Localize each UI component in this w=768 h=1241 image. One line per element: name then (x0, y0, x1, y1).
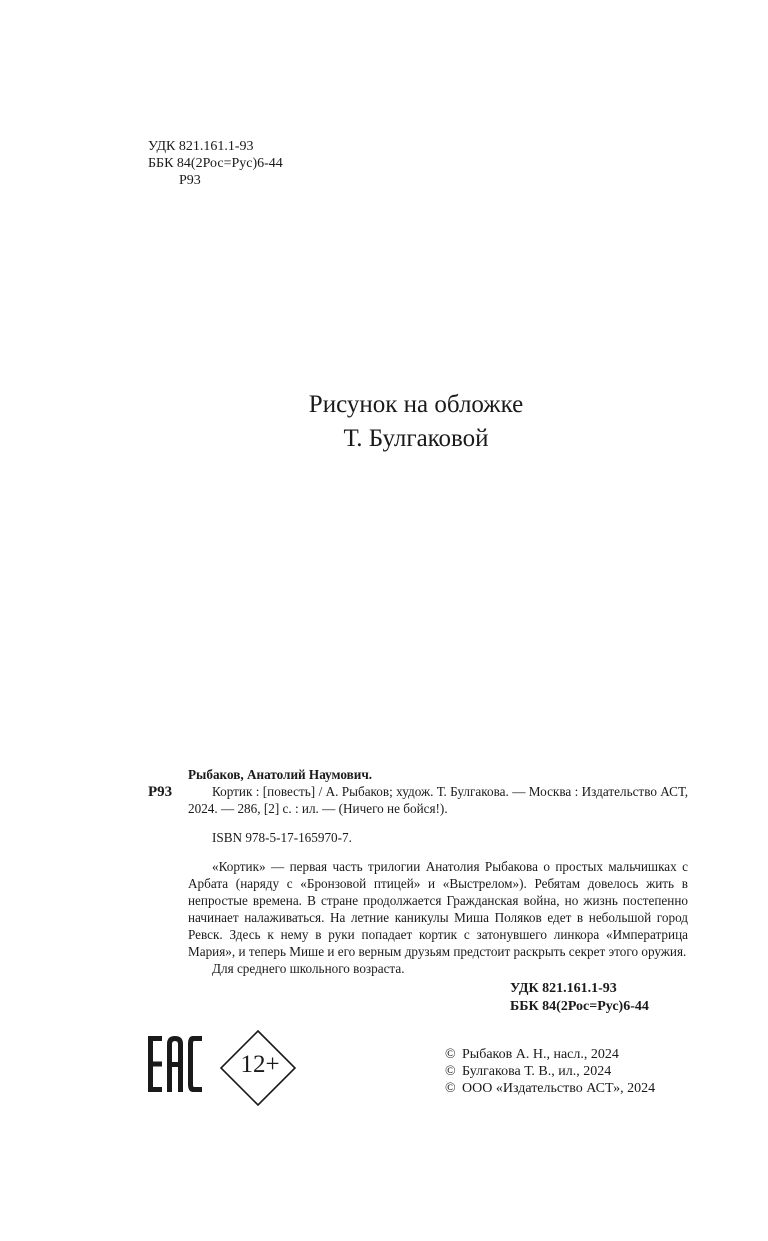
bbk-code: ББК 84(2Рос=Рус)6-44 (148, 156, 283, 171)
cover-credit (0, 388, 768, 456)
catalog-author-mark: Р93 (148, 784, 173, 800)
copyright-block (445, 1046, 655, 1097)
record-classification (510, 980, 649, 1016)
copyright-text: ООО «Издательство АСТ», 2024 (462, 1081, 656, 1096)
eac-mark-icon (148, 1036, 202, 1092)
cover-credit-line-2: Т. Булгаковой (343, 425, 489, 452)
record-author: Рыбаков, Анатолий Наумович. (188, 767, 373, 782)
copyright-line (445, 1080, 655, 1097)
copyright-icon: © (445, 1047, 456, 1062)
author-mark: Р93 (179, 173, 201, 188)
udk-code: УДК 821.161.1-93 (148, 139, 254, 154)
catalog-record (188, 766, 688, 977)
classification-block (148, 138, 283, 189)
copyright-text: Булгакова Т. В., ил., 2024 (462, 1064, 612, 1079)
copyright-icon: © (445, 1064, 456, 1079)
copyright-line (445, 1063, 655, 1080)
cover-credit-line-1: Рисунок на обложке (308, 391, 524, 418)
record-age-group: Для среднего школьного возраста. (212, 961, 405, 976)
record-bbk: ББК 84(2Рос=Рус)6-44 (510, 999, 649, 1014)
record-description: Кортик : [повесть] / А. Рыбаков; худож. Т. Булгакова. — Москва : Издательство АСТ, 2024. — 286, [2] с. : ил. — (Ничего не бойся!). (188, 784, 688, 816)
copyright-line (445, 1046, 655, 1063)
record-isbn: ISBN 978-5-17-165970-7. (212, 830, 352, 845)
record-udk: УДК 821.161.1-93 (510, 981, 617, 996)
age-rating: 12+ (240, 1051, 280, 1078)
copyright-icon: © (445, 1081, 456, 1096)
copyright-text: Рыбаков А. Н., насл., 2024 (462, 1047, 619, 1062)
record-annotation: «Кортик» — первая часть трилогии Анатолия Рыбакова о простых мальчишках с Арбата (наряду с «Бронзовой птицей» и «Выстрелом»). Ребятам довелось жить в непростые времена. В стране продолжается Гражданская война, но жизнь постепенно начинает налаживаться. На летние каникулы Миша Поляков едет в небольшой город Ревск. Здесь к нему в руки попадает кортик с затонувшего линкора «Императрица Мария», и теперь Мише и его верным друзьям предстоит раскрыть секрет этого оружия. (188, 859, 688, 959)
